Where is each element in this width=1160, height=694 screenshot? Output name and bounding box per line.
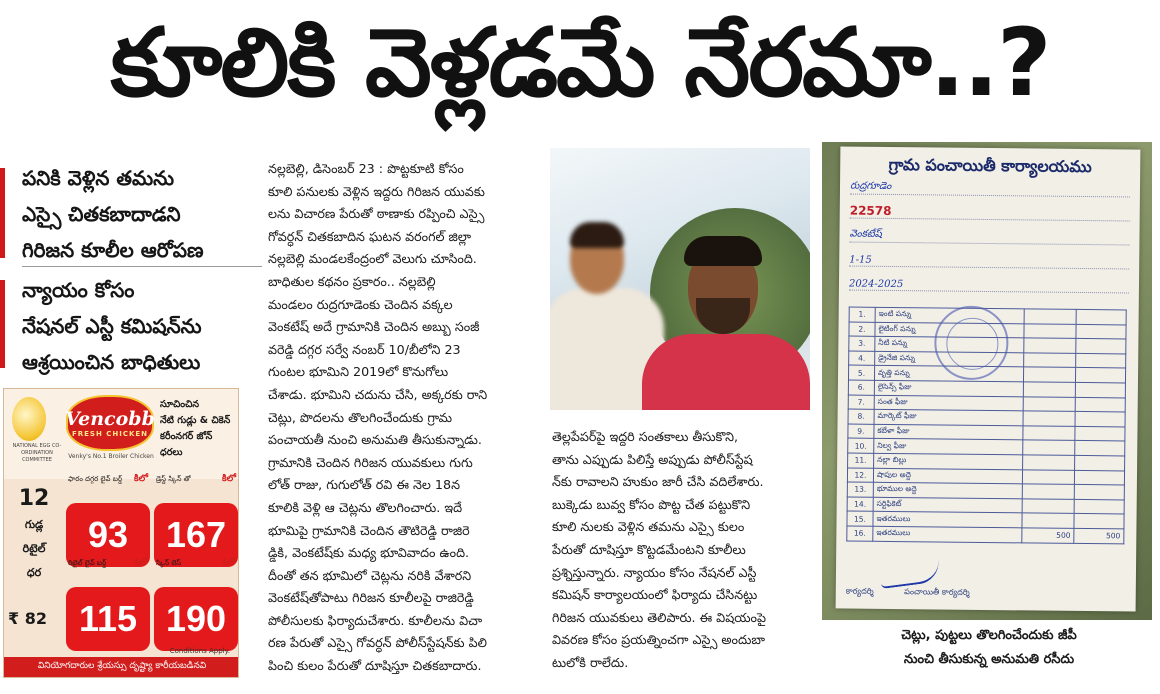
article-line: నల్లబెల్లి, డిసెంబర్ 23 : పొట్టకూటి కోసం	[268, 161, 464, 176]
ad-footer: వినియోగదారుల శ్రేయస్సు దృష్ట్యా కారీయబడినవి	[4, 657, 239, 677]
receipt-row-label: ఇంటి పన్ను	[875, 307, 1025, 323]
article-line: తాను ఎప్పుడు పిలిస్తే అప్పుడు పోలీస్‌స్టేష	[552, 451, 753, 467]
subhead-line: నేషనల్ ఎస్టీ కమిషన్‌ను	[22, 314, 202, 338]
article-line: బాధితుల కథనం ప్రకారం.. నల్లబెల్లి	[268, 273, 436, 289]
receipt-row-total	[1075, 382, 1125, 397]
receipt-handwriting: రుద్రగూడెం	[849, 180, 892, 192]
receipt-row-label: డ్రైనేజి పన్ను	[875, 351, 1025, 367]
subhead-rule	[0, 280, 5, 368]
receipt-row-label: భూముల అద్దె	[873, 482, 1023, 498]
receipt-row-number: 13.	[847, 482, 873, 497]
price-label: స్కిన్ లెస్	[156, 559, 182, 567]
receipt-line	[850, 201, 1130, 222]
article-line: గ్రామానికి చెందిన గిరిజన యువకులు గుగు	[268, 454, 473, 470]
receipt-row-label: కబేళా ఫీజు	[874, 424, 1024, 440]
receipt-row-total	[1074, 514, 1124, 529]
article-line: గుంటల భూమిని 2019లో కొనుగోలు	[268, 364, 449, 380]
price-unit: కిలో	[222, 558, 236, 568]
receipt-row-total	[1075, 470, 1125, 485]
rate-label: ధర	[26, 566, 42, 579]
egg-count: 12	[18, 486, 50, 511]
receipt-row-number: 2.	[849, 322, 875, 337]
receipt-row-total	[1075, 441, 1125, 456]
receipt-row-amount	[1024, 309, 1076, 324]
receipt-line	[849, 225, 1129, 246]
article-line: వివరణ కోసం ప్రయత్నించగా ఎస్సై అందుబా	[552, 632, 765, 648]
ad-notice-line: ధరలు	[160, 447, 183, 458]
price-label: డ్రెస్డ్ స్కిన్ తో	[156, 475, 191, 483]
receipt-row-number: 6.	[848, 380, 874, 395]
receipt-row-total: 500	[1074, 528, 1124, 543]
receipt-row-amount	[1024, 367, 1076, 382]
subhead-line: ఆశ్రయించిన బాధితులు	[22, 350, 201, 374]
article-line: కూలి నులకు వెళ్లిన తమను ఎస్సై కులం	[552, 519, 745, 535]
article-line: వెంకటేష్ అదే గ్రామానికి చెందిన అబ్బు సంజీ	[268, 319, 480, 335]
subhead-line: పనికి వెళ్లిన తమను	[22, 166, 175, 190]
article-line: న్‌కు రావాలని హుకుం జారీ చేసి వదిలేశారు.	[552, 474, 764, 490]
receipt-row-label: ఇతరములు	[873, 526, 1023, 542]
receipt-row-number: 10.	[848, 438, 874, 453]
article-column-1	[268, 158, 538, 678]
receipt-row	[847, 526, 1124, 543]
article-line: దీంతో తన భూమిలో చెట్లను నరికి వేశారని	[268, 567, 472, 583]
ad-header	[4, 389, 239, 479]
receipt-line	[849, 249, 1129, 270]
price-unit: కిలో	[134, 558, 148, 568]
receipt-row-total	[1075, 412, 1125, 427]
ad-notice-line: నేటి గుడ్లు & చికెన్	[160, 415, 231, 426]
receipt-row-total	[1074, 499, 1124, 514]
egg-label: గుడ్ల	[24, 518, 44, 531]
ad-notice-line: సూచించిన	[160, 399, 200, 410]
photo-person-left-hair	[570, 222, 624, 248]
receipt-row-number: 8.	[848, 409, 874, 424]
receipt-row-label: నిల్వ ఫీజు	[874, 439, 1024, 455]
ad-conditions: Conditions Apply.	[169, 647, 230, 655]
receipt-photo	[822, 142, 1152, 620]
receipt-row-label: లైటింగ్ పన్ను	[875, 322, 1025, 338]
ad-logo-text: Vencobb	[65, 408, 155, 430]
price-label: రిటైల్ లైవ్ బర్డ్	[68, 559, 107, 567]
chicken-price-advertisement	[3, 388, 239, 678]
receipt-row-number: 1.	[849, 307, 875, 322]
receipt-row-number: 14.	[847, 497, 873, 512]
receipt-row-label: సర్టిఫికెట్	[873, 497, 1023, 513]
article-line: పించి కులం పేరుతో దూషిస్తూ చితకబాదారు.	[268, 658, 482, 674]
receipt-footer-line: కార్యదర్శి పంచాయితీ కార్యదర్శి	[845, 586, 970, 597]
receipt-row-total	[1075, 397, 1125, 412]
receipt-row-total	[1076, 309, 1126, 324]
receipt-row-number: 7.	[848, 395, 874, 410]
receipt-row-total	[1075, 455, 1125, 470]
article-line: పంచాయతీ నుంచి అనుమతి తీసుకున్నాడు.	[268, 432, 482, 448]
subheadings	[0, 160, 268, 378]
caption-line: నుంచి తీసుకున్న అనుమతి రసీదు	[903, 652, 1075, 667]
subhead-block-1	[22, 160, 262, 268]
subhead-divider	[22, 266, 262, 267]
price-value: 167	[154, 503, 238, 567]
receipt-row-total	[1076, 324, 1126, 339]
receipt-row-amount	[1023, 455, 1075, 470]
receipt-row-amount	[1024, 323, 1076, 338]
price-value: 93	[66, 503, 150, 567]
article-line: నల్లబెల్లి మండలకేంద్రంలో వెలుగు చూసింది.	[268, 251, 477, 267]
receipt-row-amount	[1024, 353, 1076, 368]
receipt-row-amount	[1023, 469, 1075, 484]
receipt-row-label: మార్కెట్ ఫీజు	[874, 409, 1024, 425]
receipt-row-total	[1076, 339, 1126, 354]
article-line: టులోకి రాలేదు.	[552, 654, 629, 670]
receipt-handwriting: 1-15	[849, 254, 872, 266]
caption-line: చెట్లు, పుట్టలు తొలగించేందుకు జీపీ	[901, 628, 1077, 643]
receipt-row-label: షాపుల అద్దె	[873, 468, 1023, 484]
article-line: కమిషన్ కార్యాలయంలో ఫిర్యాదు చేసినట్టు	[552, 587, 758, 603]
receipt-row-number: 15.	[847, 511, 873, 526]
retail-label: రిటైల్	[22, 542, 46, 555]
price-unit: కిలో	[222, 474, 236, 484]
egg-price-block	[8, 485, 60, 585]
article-line: మండలం రుద్రగూడెంకు చెందిన వక్కల	[268, 296, 453, 312]
article-line: పోలీసులకు ఫిర్యాదుచేశారు. కూలీలను విచా	[268, 612, 483, 628]
article-column-2	[552, 426, 810, 675]
ad-notice	[160, 397, 238, 461]
receipt-row-label: వృత్తి పన్ను	[874, 366, 1024, 382]
receipt-line	[849, 273, 1129, 294]
receipt-row-label: సంత ఫీజు	[874, 395, 1024, 411]
subhead-line: గిరిజన కూలీల ఆరోపణ	[22, 238, 204, 262]
article-line: చెట్లు, పొదలను తొలగించేందుకు గ్రామ	[268, 409, 453, 425]
subhead-block-2	[22, 272, 262, 380]
headline: కూలికి వెళ్లడమే నేరమా..?	[110, 9, 1050, 118]
receipt-row-number: 11.	[848, 453, 874, 468]
article-line: గోవర్ధన్ చితకబాదిన ఘటన వరంగల్ జిల్లా	[268, 228, 472, 244]
receipt-row-total	[1074, 485, 1124, 500]
photo-person-right-hair	[684, 236, 762, 266]
article-line: కూలి పనులకు వెళ్లిన ఇద్దరు గిరిజన యువకు	[268, 183, 485, 199]
article-line: కూలికి వెళ్లి ఆ చెట్లను తొలగించారు. ఇదే	[268, 499, 463, 515]
price-value: 115	[66, 587, 150, 651]
photo-caption	[824, 624, 1154, 672]
receipt-row-label: నల్లా బిల్లు	[874, 453, 1024, 469]
subhead-line: న్యాయం కోసం	[22, 278, 135, 302]
vencobb-logo	[66, 395, 154, 451]
receipt-row-amount	[1023, 440, 1075, 455]
article-line: గిరిజన యువకులు తెలిపారు. ఈ విషయంపై	[552, 609, 767, 625]
receipt-row-number: 12.	[847, 468, 873, 483]
receipt-row-total	[1076, 368, 1126, 383]
price-card	[154, 559, 238, 657]
receipt-signature	[879, 559, 941, 589]
article-line: బుక్కెడు బువ్వ కోసం పొట్ట చేత పట్టుకొని	[552, 496, 751, 512]
receipt-row-amount	[1023, 484, 1075, 499]
ad-logo-subtext: FRESH CHICKEN	[71, 430, 149, 438]
receipt-row-amount	[1024, 338, 1076, 353]
receipt-table	[846, 307, 1126, 544]
price-unit: కిలో	[134, 474, 148, 484]
article-line: లను విచారణ పేరుతో ఠాణాకు రప్పించి ఎస్సై	[268, 206, 485, 222]
receipt-row-total	[1076, 353, 1126, 368]
receipt-row-amount	[1023, 411, 1075, 426]
article-line: డ్డికి, వెంకటేష్‌కు మధ్య భూవివాదం ఉంది.	[268, 545, 470, 561]
receipt-row-number: 16.	[847, 526, 873, 541]
price-value: 190	[154, 587, 238, 651]
receipt-row-amount	[1024, 382, 1076, 397]
article-line: ప్రశ్నిస్తున్నారు. న్యాయం కోసం నేషనల్ ఎస్టీ	[552, 564, 757, 580]
receipt-handwriting: వెంకటేష్	[849, 228, 882, 240]
victims-photo	[550, 148, 810, 410]
receipt-serial: 22578	[849, 203, 892, 218]
receipt-year: 2024-2025	[848, 278, 904, 291]
receipt-row-amount	[1024, 396, 1076, 411]
ad-org-name: NATIONAL EGG CO-ORDINATION COMMITTEE	[12, 443, 62, 463]
receipt-title: గ్రామ పంచాయితీ కార్యాలయము	[888, 154, 1092, 177]
receipt-row-amount	[1022, 513, 1074, 528]
article-line: తెల్లపేపర్‌పై ఇద్దరి సంతకాలు తీసుకొని,	[552, 429, 739, 444]
article-line: చేశాడు. భూమిని చదును చేసి, అక్కరకు రాని	[268, 386, 488, 402]
subhead-line: ఎస్సై చితకబాదాడని	[22, 202, 181, 226]
subhead-rule	[0, 168, 5, 258]
article-line: లోత్ రాజు, గుగులోత్ రవి ఈ నెల 18న	[268, 477, 460, 493]
price-label: ఫారం దగ్గర లైవ్ బర్డ్	[68, 475, 123, 483]
price-card	[66, 559, 150, 657]
article-line: రణ పేరుతో ఎస్సై గోవర్ధన్ పోలీస్‌స్టేషన్‌కు పిలి	[268, 635, 487, 651]
receipt-row-label: ఇతరములు	[873, 512, 1023, 528]
egg-price: ₹ 82	[8, 609, 47, 628]
ad-notice-line: కరీంనగర్ జోన్	[160, 431, 213, 442]
receipt-row-label: నీటి పన్ను	[875, 337, 1025, 353]
receipt-row-number: 5.	[848, 365, 874, 380]
egg-logo-icon	[12, 397, 46, 441]
article-line: పేరుతో దూషిస్తూ కొట్టడమేంటని కూలీలు	[552, 541, 746, 557]
receipt-row-amount	[1022, 499, 1074, 514]
receipt-row-number: 3.	[849, 336, 875, 351]
photo-person-right-body	[642, 334, 810, 410]
receipt-row-amount: 500	[1022, 528, 1074, 543]
article-line: భూమిపై గ్రామానికి చెందిన తౌటిరెడ్డి రాజిరె	[268, 522, 470, 538]
ad-tagline: Venky's No.1 Broiler Chicken	[68, 453, 154, 460]
article-line: వెంకటేష్‌తోపాటు గిరిజన కూలీలపై రాజిరెడ్డి	[268, 590, 474, 606]
receipt-row-label: లైసెన్స్ ఫీజు	[874, 380, 1024, 396]
receipt-row-total	[1075, 426, 1125, 441]
receipt-row-number: 4.	[849, 351, 875, 366]
article-line: వరెడ్డి దగ్గర సర్వే నంబర్ 10/బీలోని 23	[268, 341, 461, 357]
receipt-row-amount	[1023, 426, 1075, 441]
receipt-row-number: 9.	[848, 424, 874, 439]
panchayat-receipt	[836, 146, 1141, 611]
receipt-line	[850, 177, 1130, 198]
